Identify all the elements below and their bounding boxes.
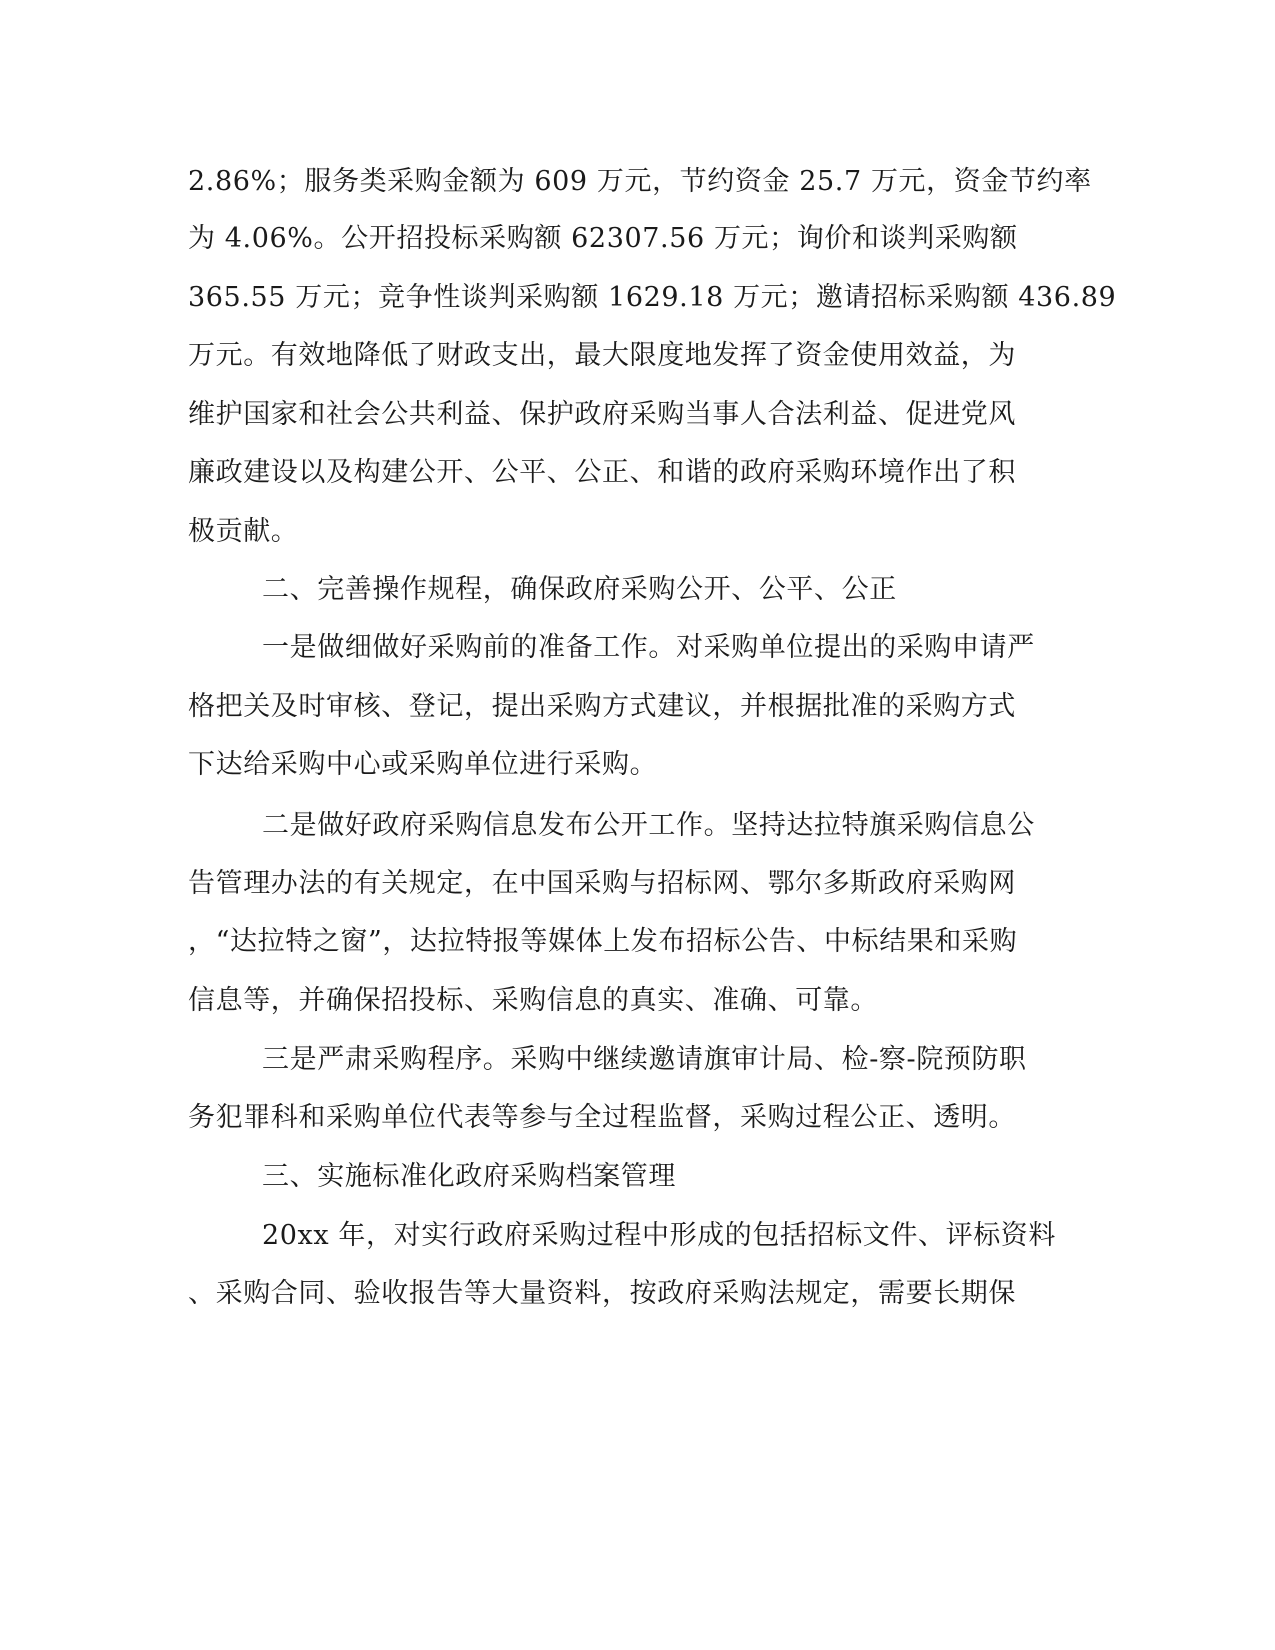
- text-line: 信息等，并确保招投标、采购信息的真实、准确、可靠。: [188, 985, 878, 1016]
- section-heading: 三、实施标准化政府采购档案管理: [262, 1161, 676, 1192]
- text-line: 、采购合同、验收报告等大量资料，按政府采购法规定，需要长期保: [188, 1278, 1016, 1309]
- text-line: 2.86%；服务类采购金额为 609 万元，节约资金 25.7 万元，资金节约率: [188, 166, 1092, 197]
- text-line: 维护国家和社会公共利益、保护政府采购当事人合法利益、促进党风: [188, 399, 1016, 430]
- text-line: 一是做细做好采购前的准备工作。对采购单位提出的采购申请严: [262, 632, 1035, 663]
- section-heading: 二、完善操作规程，确保政府采购公开、公平、公正: [262, 574, 897, 605]
- text-line: 20xx 年，对实行政府采购过程中形成的包括招标文件、评标资料: [262, 1220, 1056, 1251]
- text-line: 365.55 万元；竞争性谈判采购额 1629.18 万元；邀请招标采购额 436.89: [188, 282, 1117, 313]
- text-line: ，“达拉特之窗”，达拉特报等媒体上发布招标公告、中标结果和采购: [188, 926, 1018, 957]
- text-line: 格把关及时审核、登记，提出采购方式建议，并根据批准的采购方式: [188, 691, 1016, 722]
- text-line: 二是做好政府采购信息发布公开工作。坚持达拉特旗采购信息公: [262, 810, 1035, 841]
- text-line: 告管理办法的有关规定，在中国采购与招标网、鄂尔多斯政府采购网: [188, 868, 1016, 899]
- text-line: 极贡献。: [188, 516, 299, 547]
- text-line: 廉政建设以及构建公开、公平、公正、和谐的政府采购环境作出了积: [188, 457, 1016, 488]
- text-line: 万元。有效地降低了财政支出，最大限度地发挥了资金使用效益，为: [188, 340, 1016, 371]
- text-line: 为 4.06%。公开招投标采购额 62307.56 万元；询价和谈判采购额: [188, 223, 1018, 254]
- text-line: 务犯罪科和采购单位代表等参与全过程监督，采购过程公正、透明。: [188, 1102, 1016, 1133]
- text-line: 下达给采购中心或采购单位进行采购。: [188, 749, 658, 780]
- text-line: 三是严肃采购程序。采购中继续邀请旗审计局、检-察-院预防职: [262, 1044, 1027, 1075]
